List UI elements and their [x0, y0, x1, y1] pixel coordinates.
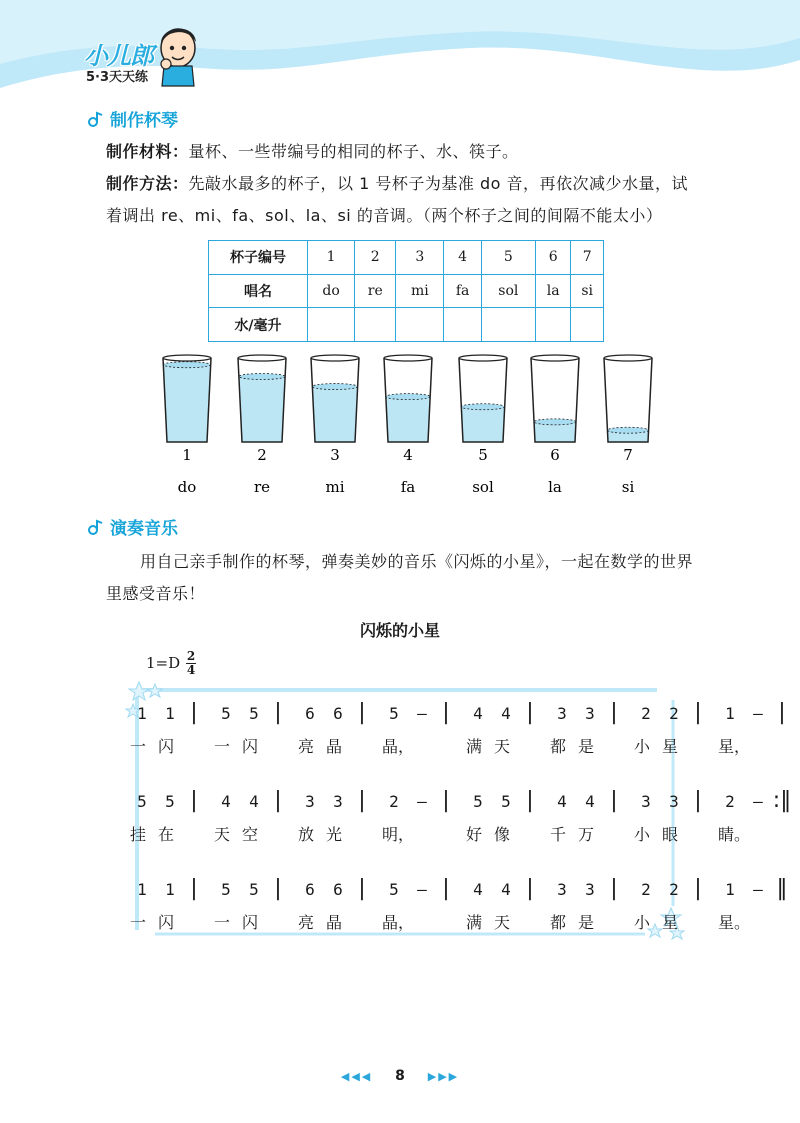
- lyric: 亮: [298, 737, 315, 756]
- intro-line-2: 里感受音乐！: [106, 584, 206, 603]
- lyric: 晶，: [382, 737, 415, 756]
- intro-line-1: 用自己亲手制作的杯琴，弹奏美妙的音乐《闪烁的小星》，一起在数学的世界: [140, 552, 694, 571]
- bar-line: :‖: [772, 788, 792, 813]
- section-title-play-music: [86, 514, 178, 539]
- water-surface: [239, 373, 285, 379]
- note: –: [753, 792, 763, 811]
- lyric: 像: [494, 825, 511, 844]
- bar-line: |: [442, 700, 450, 725]
- bar-line: |: [694, 788, 702, 813]
- bar-line: |: [694, 700, 702, 725]
- water-input-cell[interactable]: [481, 308, 535, 342]
- water-input-cell[interactable]: [355, 308, 396, 342]
- lyric: 闪: [242, 913, 259, 932]
- water-input-cell[interactable]: [308, 308, 355, 342]
- glass-rim: [459, 355, 507, 361]
- lyric: 星: [662, 737, 679, 756]
- key-signature: 1=D: [146, 654, 181, 672]
- lyric: 是: [578, 913, 595, 932]
- lyric: 晶，: [382, 913, 415, 932]
- table-row: [209, 274, 604, 308]
- note: 1: [725, 880, 735, 899]
- lyric: 空: [242, 825, 259, 844]
- water-surface: [312, 384, 357, 390]
- table-cell: la: [535, 274, 571, 308]
- note: 5: [501, 792, 511, 811]
- note: 2: [669, 880, 679, 899]
- lyric: 晶: [326, 913, 343, 932]
- method-line-2: 着调出 re、mi、fa、sol、la、si 的音调。（两个杯子之间的间隔不能太小）: [106, 206, 663, 225]
- bar-line: |: [442, 788, 450, 813]
- note: 4: [249, 792, 259, 811]
- note: 1: [165, 704, 175, 723]
- lyric: 睛。: [718, 825, 751, 844]
- lyric: 挂: [130, 825, 147, 844]
- lyric: 天: [214, 825, 231, 844]
- lyric: 光: [326, 825, 343, 844]
- water-input-cell[interactable]: [396, 308, 444, 342]
- note: 4: [473, 704, 483, 723]
- glass-rim: [311, 355, 359, 361]
- glass-solfege: sol: [472, 478, 494, 496]
- table-cell: 7: [571, 241, 604, 275]
- note: 5: [137, 792, 147, 811]
- lyric-line: [130, 734, 751, 762]
- note: 1: [165, 880, 175, 899]
- star-icon: [148, 684, 162, 697]
- glass-number: 2: [257, 446, 267, 464]
- note: –: [417, 704, 427, 723]
- section-title-text: 制作杯琴: [110, 111, 178, 131]
- glass-number: 1: [182, 446, 192, 464]
- lyric: 星。: [718, 913, 751, 932]
- water-input-cell[interactable]: [571, 308, 604, 342]
- bar-line: |: [358, 788, 366, 813]
- note: 2: [641, 704, 651, 723]
- lyric: 都: [550, 913, 567, 932]
- row-label-solfege: 唱名: [209, 274, 308, 308]
- materials-label: 制作材料：: [106, 142, 189, 161]
- lyric: 天: [494, 737, 511, 756]
- bar-line: ‖: [776, 876, 788, 901]
- lyric: 一: [130, 913, 147, 932]
- song-title: 闪烁的小星: [359, 621, 440, 640]
- lyric: 好: [466, 825, 483, 844]
- note: 4: [473, 880, 483, 899]
- note: 3: [585, 880, 595, 899]
- note: 5: [249, 880, 259, 899]
- lyric: 闪: [158, 913, 175, 932]
- glass-number: 3: [330, 446, 340, 464]
- note: 1: [137, 704, 147, 723]
- music-note-icon: [86, 518, 104, 536]
- note: 4: [501, 704, 511, 723]
- note: –: [417, 880, 427, 899]
- note: 6: [333, 880, 343, 899]
- table-cell: 3: [396, 241, 444, 275]
- lyric: 一: [130, 737, 147, 756]
- table-cell: 1: [308, 241, 355, 275]
- note: 3: [333, 792, 343, 811]
- lyric: 小: [634, 913, 651, 932]
- lyric: 晶: [326, 737, 343, 756]
- bar-line: |: [190, 876, 198, 901]
- table-cell: mi: [396, 274, 444, 308]
- table-cell: do: [308, 274, 355, 308]
- lyric: 小: [634, 825, 651, 844]
- note: 3: [557, 704, 567, 723]
- page-footer: [0, 1068, 800, 1084]
- row-label-water: 水/毫升: [209, 308, 308, 342]
- note: 6: [305, 880, 315, 899]
- note: 4: [221, 792, 231, 811]
- note: 5: [165, 792, 175, 811]
- bar-line: |: [526, 876, 534, 901]
- glass-rim: [238, 355, 286, 361]
- lyric: 闪: [158, 737, 175, 756]
- lyric: 在: [158, 825, 175, 844]
- water-surface: [607, 427, 648, 433]
- lyric: 千: [550, 825, 567, 844]
- next-arrows-icon: ▶▶▶: [427, 1070, 460, 1083]
- note: 2: [725, 792, 735, 811]
- notation-line: [137, 788, 792, 820]
- glass-number: 6: [550, 446, 560, 464]
- lyric-line: [130, 822, 751, 850]
- glass-number: 4: [403, 446, 413, 464]
- water-level: [239, 376, 285, 442]
- bar-line: |: [190, 700, 198, 725]
- glass-solfege: re: [253, 478, 271, 496]
- note: –: [417, 792, 427, 811]
- time-top: 2: [186, 649, 196, 663]
- note: 5: [473, 792, 483, 811]
- section-title-make-cup-harp: [86, 106, 178, 131]
- bar-line: |: [358, 700, 366, 725]
- table-row: [209, 241, 604, 275]
- lyric: 是: [578, 737, 595, 756]
- water-surface: [163, 362, 210, 368]
- water-level: [312, 387, 357, 442]
- glass-solfege: la: [548, 478, 562, 496]
- lyric: 一: [214, 737, 231, 756]
- glass-rim: [163, 355, 211, 361]
- prev-arrows-icon: ◀◀◀: [340, 1070, 373, 1083]
- table-cell: 5: [481, 241, 535, 275]
- bar-line: |: [526, 788, 534, 813]
- note: 3: [585, 704, 595, 723]
- lyric: 星: [662, 913, 679, 932]
- note: 6: [305, 704, 315, 723]
- glass-rim: [531, 355, 579, 361]
- lyric: 小: [634, 737, 651, 756]
- note: 2: [389, 792, 399, 811]
- series-name: 5·3天天练: [86, 70, 149, 85]
- method-line-1: [106, 168, 688, 200]
- method-label: 制作方法：: [106, 174, 189, 193]
- glass-solfege: mi: [325, 478, 345, 496]
- note: 3: [669, 792, 679, 811]
- bar-line: |: [526, 700, 534, 725]
- glass-rim: [604, 355, 652, 361]
- water-level: [461, 407, 504, 442]
- note: 5: [249, 704, 259, 723]
- materials-line: [106, 136, 519, 168]
- water-input-cell[interactable]: [535, 308, 571, 342]
- lyric: 都: [550, 737, 567, 756]
- brand-logo: [84, 36, 153, 85]
- note: 5: [221, 704, 231, 723]
- method-text-1: 先敲水最多的杯子，以 1 号杯子为基准 do 音，再依次减少水量，试: [188, 174, 688, 193]
- bar-line: |: [610, 876, 618, 901]
- bar-line: |: [694, 876, 702, 901]
- lyric: 满: [466, 913, 483, 932]
- time-bottom: 4: [186, 663, 196, 677]
- water-surface: [534, 419, 576, 425]
- table-cell: sol: [481, 274, 535, 308]
- note: 4: [585, 792, 595, 811]
- table-cell: 4: [444, 241, 481, 275]
- lyric: 满: [466, 737, 483, 756]
- lyric: 万: [578, 825, 595, 844]
- notation-line: [137, 700, 786, 732]
- table-cell: re: [355, 274, 396, 308]
- lyric: 天: [494, 913, 511, 932]
- note: 4: [557, 792, 567, 811]
- glasses-illustration: [0, 352, 800, 502]
- bar-line: |: [442, 876, 450, 901]
- bar-line: |: [274, 700, 282, 725]
- note: 4: [501, 880, 511, 899]
- bar-line: |: [274, 788, 282, 813]
- table-cell: 2: [355, 241, 396, 275]
- bar-line: |: [190, 788, 198, 813]
- lyric: 闪: [242, 737, 259, 756]
- note: 6: [333, 704, 343, 723]
- glass-solfege: fa: [400, 478, 416, 496]
- notation-line: [137, 876, 788, 908]
- table-cell: fa: [444, 274, 481, 308]
- bar-line: |: [358, 876, 366, 901]
- table-cell: si: [571, 274, 604, 308]
- water-surface: [461, 404, 504, 410]
- note: 2: [669, 704, 679, 723]
- note: 5: [389, 880, 399, 899]
- materials-text: 量杯、一些带编号的相同的杯子、水、筷子。: [188, 142, 519, 161]
- glass-number: 7: [623, 446, 633, 464]
- glass-solfege: do: [177, 478, 197, 496]
- mascot-boy-icon: [156, 18, 200, 88]
- water-level: [386, 397, 430, 442]
- section-title-text: 演奏音乐: [110, 519, 178, 539]
- lyric: 星，: [718, 737, 751, 756]
- note: –: [753, 880, 763, 899]
- bar-line: |: [610, 700, 618, 725]
- table-row: [209, 308, 604, 342]
- bar-line: |: [778, 700, 786, 725]
- brand-name: 小儿郎: [84, 42, 153, 70]
- glass-solfege: si: [621, 478, 635, 496]
- lyric: 明，: [382, 825, 415, 844]
- water-level: [163, 365, 210, 442]
- table-cell: 6: [535, 241, 571, 275]
- music-note-icon: [86, 110, 104, 128]
- bar-line: |: [610, 788, 618, 813]
- note: 3: [557, 880, 567, 899]
- water-surface: [386, 394, 430, 400]
- lyric: 眼: [662, 825, 679, 844]
- time-signature: [186, 650, 196, 677]
- note: 5: [221, 880, 231, 899]
- water-input-cell[interactable]: [444, 308, 481, 342]
- glass-number: 5: [478, 446, 488, 464]
- note: 2: [641, 880, 651, 899]
- note: –: [753, 704, 763, 723]
- lyric-line: [130, 910, 751, 938]
- bar-line: |: [274, 876, 282, 901]
- lyric: 放: [298, 825, 315, 844]
- note: 1: [137, 880, 147, 899]
- note: 5: [389, 704, 399, 723]
- lyric: 亮: [298, 913, 315, 932]
- glass-rim: [384, 355, 432, 361]
- lyric: 一: [214, 913, 231, 932]
- note: 3: [641, 792, 651, 811]
- note: 3: [305, 792, 315, 811]
- page-number: 8: [395, 1068, 405, 1084]
- note: 1: [725, 704, 735, 723]
- row-label-cup-number: 杯子编号: [209, 241, 308, 275]
- cup-table: [208, 240, 604, 342]
